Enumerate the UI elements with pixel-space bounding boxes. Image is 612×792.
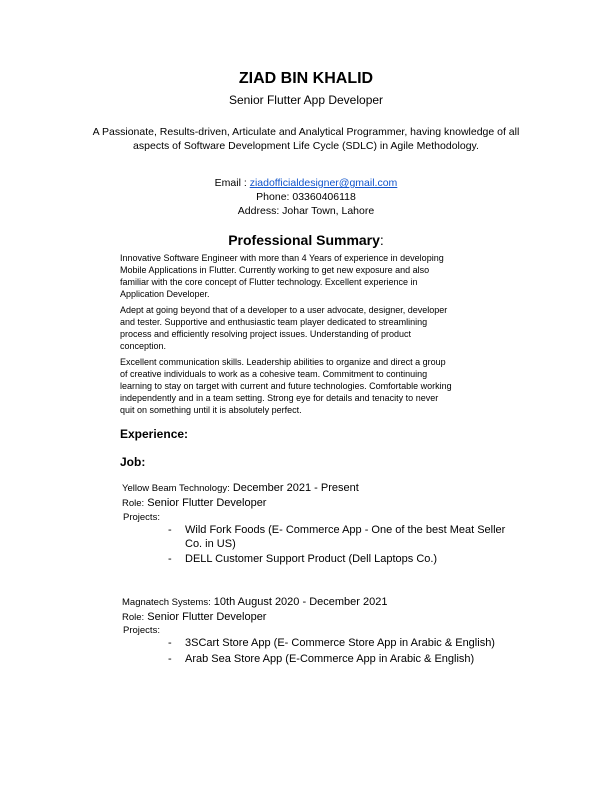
role-label: Role:: [122, 612, 145, 623]
intro-line: A Passionate, Results-driven, Articulate and Analytical Programmer, having knowledge of all: [92, 126, 520, 138]
summary-line: Innovative Software Engineer with more than 4 Years of experience in developing: [120, 253, 444, 263]
project-item: Wild Fork Foods (E- Commerce App - One of the best Meat Seller: [185, 524, 506, 536]
experience-heading: Experience:: [120, 427, 189, 441]
role-label: Role:: [122, 498, 145, 509]
projects-label: Projects:: [123, 625, 160, 636]
summary-line: familiar with the core concept of Flutter technology. Excellent experience in: [120, 277, 418, 287]
email-link[interactable]: ziadofficialdesigner@gmail.com: [249, 177, 398, 189]
intro-line: aspects of Software Development Life Cycle (SDLC) in Agile Methodology.: [133, 140, 479, 152]
summary-line: learning to stay on target with current and future technologies. Comfortable working: [120, 381, 452, 391]
summary-colon: :: [379, 232, 384, 248]
job-heading: Job:: [120, 455, 146, 469]
email-line: [0, 177, 612, 189]
job-dates: December 2021 - Present: [232, 482, 359, 494]
company-name: Magnatech Systems:: [122, 597, 211, 608]
summary-line: quit on something until it is absolutely perfect.: [120, 405, 302, 415]
phone: Phone: 03360406118: [256, 191, 356, 203]
summary-heading: [0, 232, 612, 248]
summary-line: process and efficiently resolving project issues. Understanding of product: [120, 329, 411, 339]
company-name: Yellow Beam Technology:: [122, 483, 230, 494]
role-value: Senior Flutter Developer: [147, 497, 267, 509]
bullet-dash: -: [168, 524, 172, 536]
job-role-line: [122, 497, 266, 509]
bullet-dash: -: [168, 653, 172, 665]
projects-label: Projects:: [123, 512, 160, 523]
summary-line: conception.: [120, 341, 167, 351]
summary-line: and tester. Supportive and enthusiastic team player dedicated to streamlining: [120, 317, 428, 327]
project-item: 3SCart Store App (E- Commerce Store App in Arabic & English): [185, 637, 495, 649]
job-dates: 10th August 2020 - December 2021: [213, 596, 388, 608]
address: Address: Johar Town, Lahore: [237, 205, 375, 217]
project-item: DELL Customer Support Product (Dell Laptops Co.): [185, 553, 438, 565]
summary-line: independently and in a team setting. Strong eye for details and tenacity to never: [120, 393, 439, 403]
project-item: Arab Sea Store App (E-Commerce App in Arabic & English): [185, 653, 475, 665]
role-value: Senior Flutter Developer: [147, 611, 267, 623]
summary-heading-text: Professional Summary: [228, 232, 380, 248]
job-title: Senior Flutter App Developer: [228, 93, 384, 107]
email-label: Email :: [214, 177, 247, 189]
bullet-dash: -: [168, 637, 172, 649]
summary-line: Application Developer.: [120, 289, 210, 299]
summary-line: Adept at going beyond that of a developer to a user advocate, designer, developer: [120, 305, 448, 315]
summary-line: of creative individuals to work as a cohesive team. Commitment to continuing: [120, 369, 428, 379]
job-company-line: [122, 596, 387, 608]
job-role-line: [122, 611, 266, 623]
name-heading: ZIAD BIN KHALID: [238, 70, 374, 87]
bullet-dash: -: [168, 553, 172, 565]
job-company-line: [122, 482, 359, 494]
project-item: Co. in US): [185, 538, 236, 550]
summary-line: Excellent communication skills. Leadership abilities to organize and direct a group: [120, 357, 446, 367]
summary-line: Mobile Applications in Flutter. Currently working to get new exposure and also: [120, 265, 430, 275]
